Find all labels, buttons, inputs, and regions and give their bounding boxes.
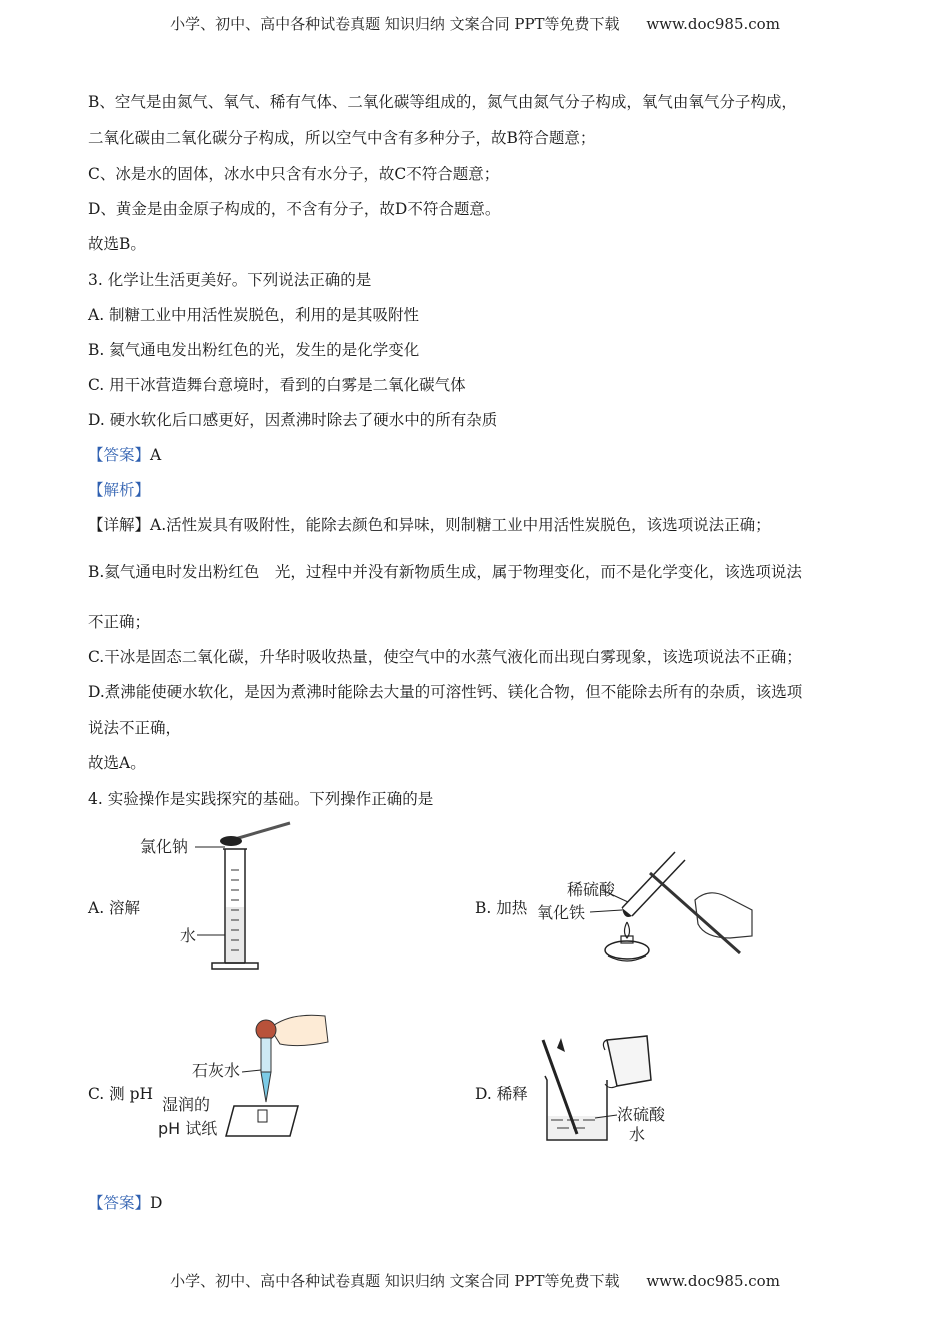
analysis-tag: 【解析】 [88,481,151,499]
figure-label-ph-paper: pH 试纸 [158,1119,218,1138]
q3-detail-a [88,513,771,535]
answer-value: D [150,1194,163,1212]
footer-site-link[interactable]: www.doc985.com [646,1272,780,1290]
detail-tag: 【详解】 [88,516,151,534]
q3-detail-d-line2: 说法不正确， [88,719,182,737]
figure-label-iron-oxide: 氧化铁 [537,903,586,922]
q3-option-b: B. 氦气通电发出粉红色的光，发生的是化学变化 [88,341,420,359]
figure-label-dilute-sulfuric-acid: 稀硫酸 [567,880,616,899]
q3-option-d: D. 硬水软化后口感更好，因煮沸时除去了硬水中的所有杂质 [88,411,498,429]
figure-diluting [535,1028,685,1148]
header-site-link[interactable]: www.doc985.com [646,15,780,33]
q2-option-b-line2: 二氧化碳由二氧化碳分子构成，所以空气中含有多种分子，故B符合题意； [88,129,596,147]
q2-option-c: C、冰是水的固体，冰水中只含有水分子，故C不符合题意； [88,165,500,183]
detail-a-text: A.活性炭具有吸附性，能除去颜色和异味，则制糖工业中用活性炭脱色，该选项说法正确； [150,516,771,534]
q3-detail-b-line1: B.氦气通电时发出粉红色 光，过程中并没有新物质生成，属于物理变化，而不是化学变化，该选项说法 [88,563,802,581]
q3-conclusion: 故选A。 [88,754,146,772]
figure-ph-test [150,1010,330,1140]
q4-option-c-label: C. 测 pH [88,1085,154,1103]
answer-tag: 【答案】 [88,1194,151,1212]
figure-heating [530,838,755,973]
figure-label-sodium-chloride: 氯化钠 [140,837,189,856]
figure-label-moist: 湿润的 [162,1095,211,1114]
q2-option-b-line1: B、空气是由氮气、氧气、稀有气体、二氧化碳等组成的，氮气由氮气分子构成，氧气由氧气分子构成， [88,93,797,111]
figure-label-water-d: 水 [629,1125,646,1144]
page-header [0,13,950,34]
figure-label-conc-sulfuric-acid: 浓硫酸 [617,1105,666,1124]
q4-answer [88,1191,162,1213]
q4-option-b-label: B. 加热 [475,899,528,917]
page-footer [0,1270,950,1291]
figure-dissolving [135,815,300,975]
q2-option-d: D、黄金是由金原子构成的，不含有分子，故D不符合题意。 [88,200,501,218]
q4-option-d-label: D. 稀释 [475,1085,528,1103]
q2-conclusion: 故选B。 [88,235,146,253]
figure-label-water-a: 水 [180,926,197,945]
q3-answer [88,443,161,465]
q4-option-a-label: A. 溶解 [88,899,141,917]
q4-stem: 4. 实验操作是实践探究的基础。下列操作正确的是 [88,790,434,808]
q3-option-c: C. 用干冰营造舞台意境时，看到的白雾是二氧化碳气体 [88,376,466,394]
answer-value: A [150,446,162,464]
figure-label-limewater: 石灰水 [192,1061,241,1080]
q3-detail-b-line2: 不正确； [88,613,151,631]
footer-title: 小学、初中、高中各种试卷真题 知识归纳 文案合同 PPT等免费下载 [170,1272,620,1290]
q3-stem: 3. 化学让生活更美好。下列说法正确的是 [88,271,372,289]
answer-tag: 【答案】 [88,446,151,464]
q3-detail-d-line1: D.煮沸能使硬水软化，是因为煮沸时能除去大量的可溶性钙、镁化合物，但不能除去所有的杂质，该选项 [88,683,803,701]
q3-detail-c: C.干冰是固态二氧化碳，升华时吸收热量，使空气中的水蒸气液化而出现白雾现象，该选项说法不正确； [88,648,802,666]
header-title: 小学、初中、高中各种试卷真题 知识归纳 文案合同 PPT等免费下载 [170,15,620,33]
q3-analysis-tag [88,478,150,500]
q3-option-a: A. 制糖工业中用活性炭脱色，利用的是其吸附性 [88,306,420,324]
